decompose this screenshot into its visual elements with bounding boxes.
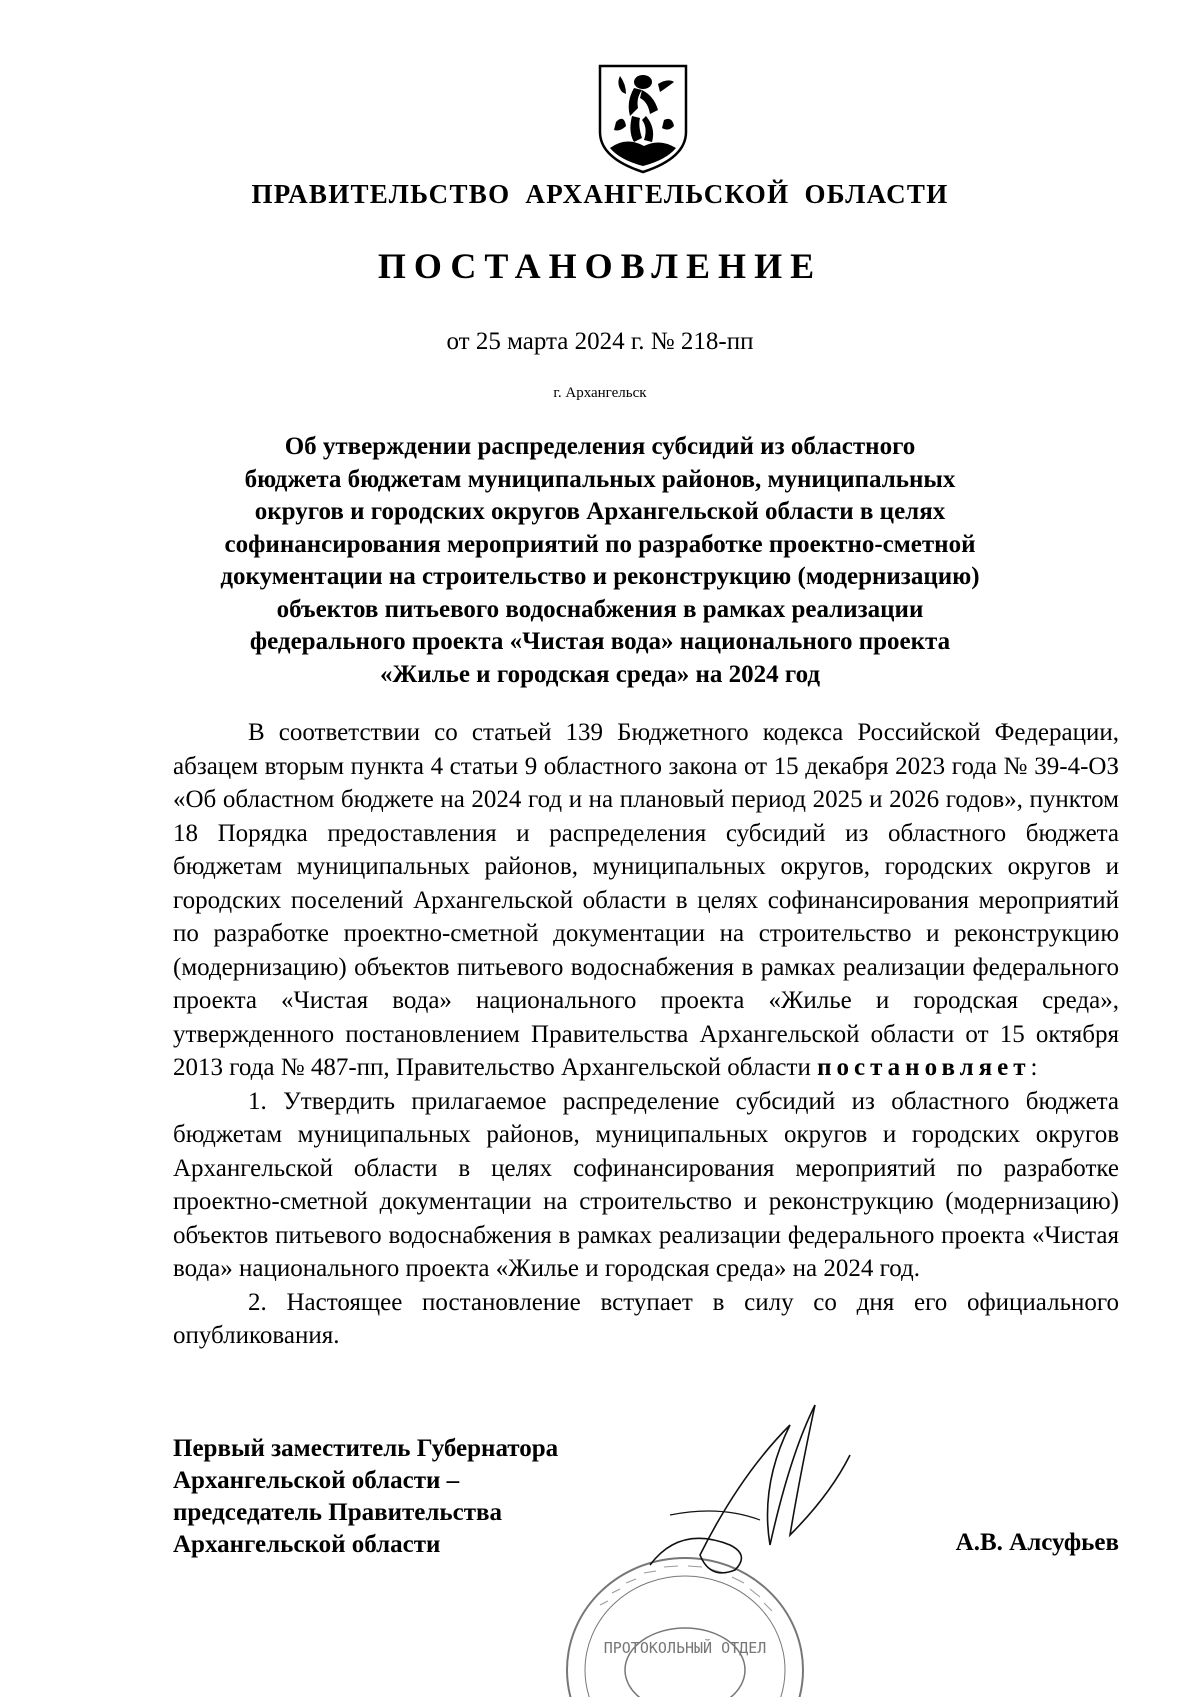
- title-line: Об утверждении распределения субсидий из областного: [284, 433, 916, 460]
- title-line: софинансирования мероприятий по разработке проектно-сметной: [224, 530, 976, 558]
- coat-of-arms-icon: [596, 62, 690, 174]
- title-line: округов и городских округов Архангельской области в целях: [254, 498, 946, 525]
- city: г. Архангельск: [553, 385, 647, 401]
- position-line: Первый заместитель Губернатора: [173, 1435, 559, 1462]
- resolves-punct: :: [1030, 1054, 1038, 1081]
- stamp-text-top: ПРОТОКОЛЬНЫЙ ОТДЕЛ: [603, 1639, 767, 1657]
- title-line: федерального проекта «Чистая вода» национального проекта: [249, 628, 951, 655]
- resolves-word: постановляет: [817, 1054, 1031, 1081]
- position-line: Архангельской области: [173, 1531, 441, 1558]
- preamble-text: В соответствии со статьей 139 Бюджетного кодекса Российской Федерации, абзацем вторым пункта 4 статьи 9 областного закона от 15 декабря 2023 года № 39-4-ОЗ «Об областном бюджете на 2024 год и на плановый период 2025 и 2026 годов», пунктом 18 Порядка предоставления и распределения субсидий из областного бюджета бюджетам муниципальных районов, муниципальных округов, городских округов и городских поселений Архангельской области в целях софинансирования мероприятий по разработке проектно-сметной документации на строительство и реконструкцию (модернизацию) объектов питьевого водоснабжения в рамках реализации федерального проекта «Чистая вода» национального проекта «Жилье и городская среда», утвержденного постановлением Правительства Архангельской области от 15 октября 2013 года № 487-пп, Правительство Архангельской области: [173, 719, 1119, 1081]
- title-line: документации на строительство и реконструкцию (модернизацию): [220, 563, 980, 590]
- item-1-paragraph: 1. Утвердить прилагаемое распределение субсидий из областного бюджета бюджетам муниципальных районов, муниципальных округов и городских округов Архангельской области в целях софинансирования мероприятий по разработке проектно-сметной документации на строительство и реконструкцию (модернизацию) объектов питьевого водоснабжения в рамках реализации федерального проекта «Чистая вода» национального проекта «Жилье и городская среда» на 2024 год.: [173, 1087, 1119, 1282]
- handwritten-signature-icon: [640, 1395, 860, 1595]
- document-type: ПОСТАНОВЛЕНИЕ: [377, 246, 823, 286]
- title-line: бюджета бюджетам муниципальных районов, муниципальных: [244, 465, 956, 493]
- signer-name: А.В. Алсуфьев: [955, 1529, 1119, 1556]
- title-line: объектов питьевого водоснабжения в рамках реализации: [276, 595, 924, 623]
- government-name: ПРАВИТЕЛЬСТВО АРХАНГЕЛЬСКОЙ ОБЛАСТИ: [251, 179, 949, 209]
- document-title: [180, 431, 1020, 691]
- position-line: председатель Правительства: [173, 1499, 503, 1526]
- preamble-paragraph: [173, 716, 1119, 1085]
- document-body: [173, 716, 1119, 1353]
- item-2-paragraph: 2. Настоящее постановление вступает в силу со дня его официального опубликования.: [173, 1288, 1119, 1349]
- signatory-position: [173, 1433, 558, 1561]
- date-and-number: от 25 марта 2024 г. № 218-пп: [446, 328, 754, 355]
- title-line: «Жилье и городская среда» на 2024 год: [379, 660, 821, 688]
- position-line: Архангельской области –: [173, 1467, 460, 1494]
